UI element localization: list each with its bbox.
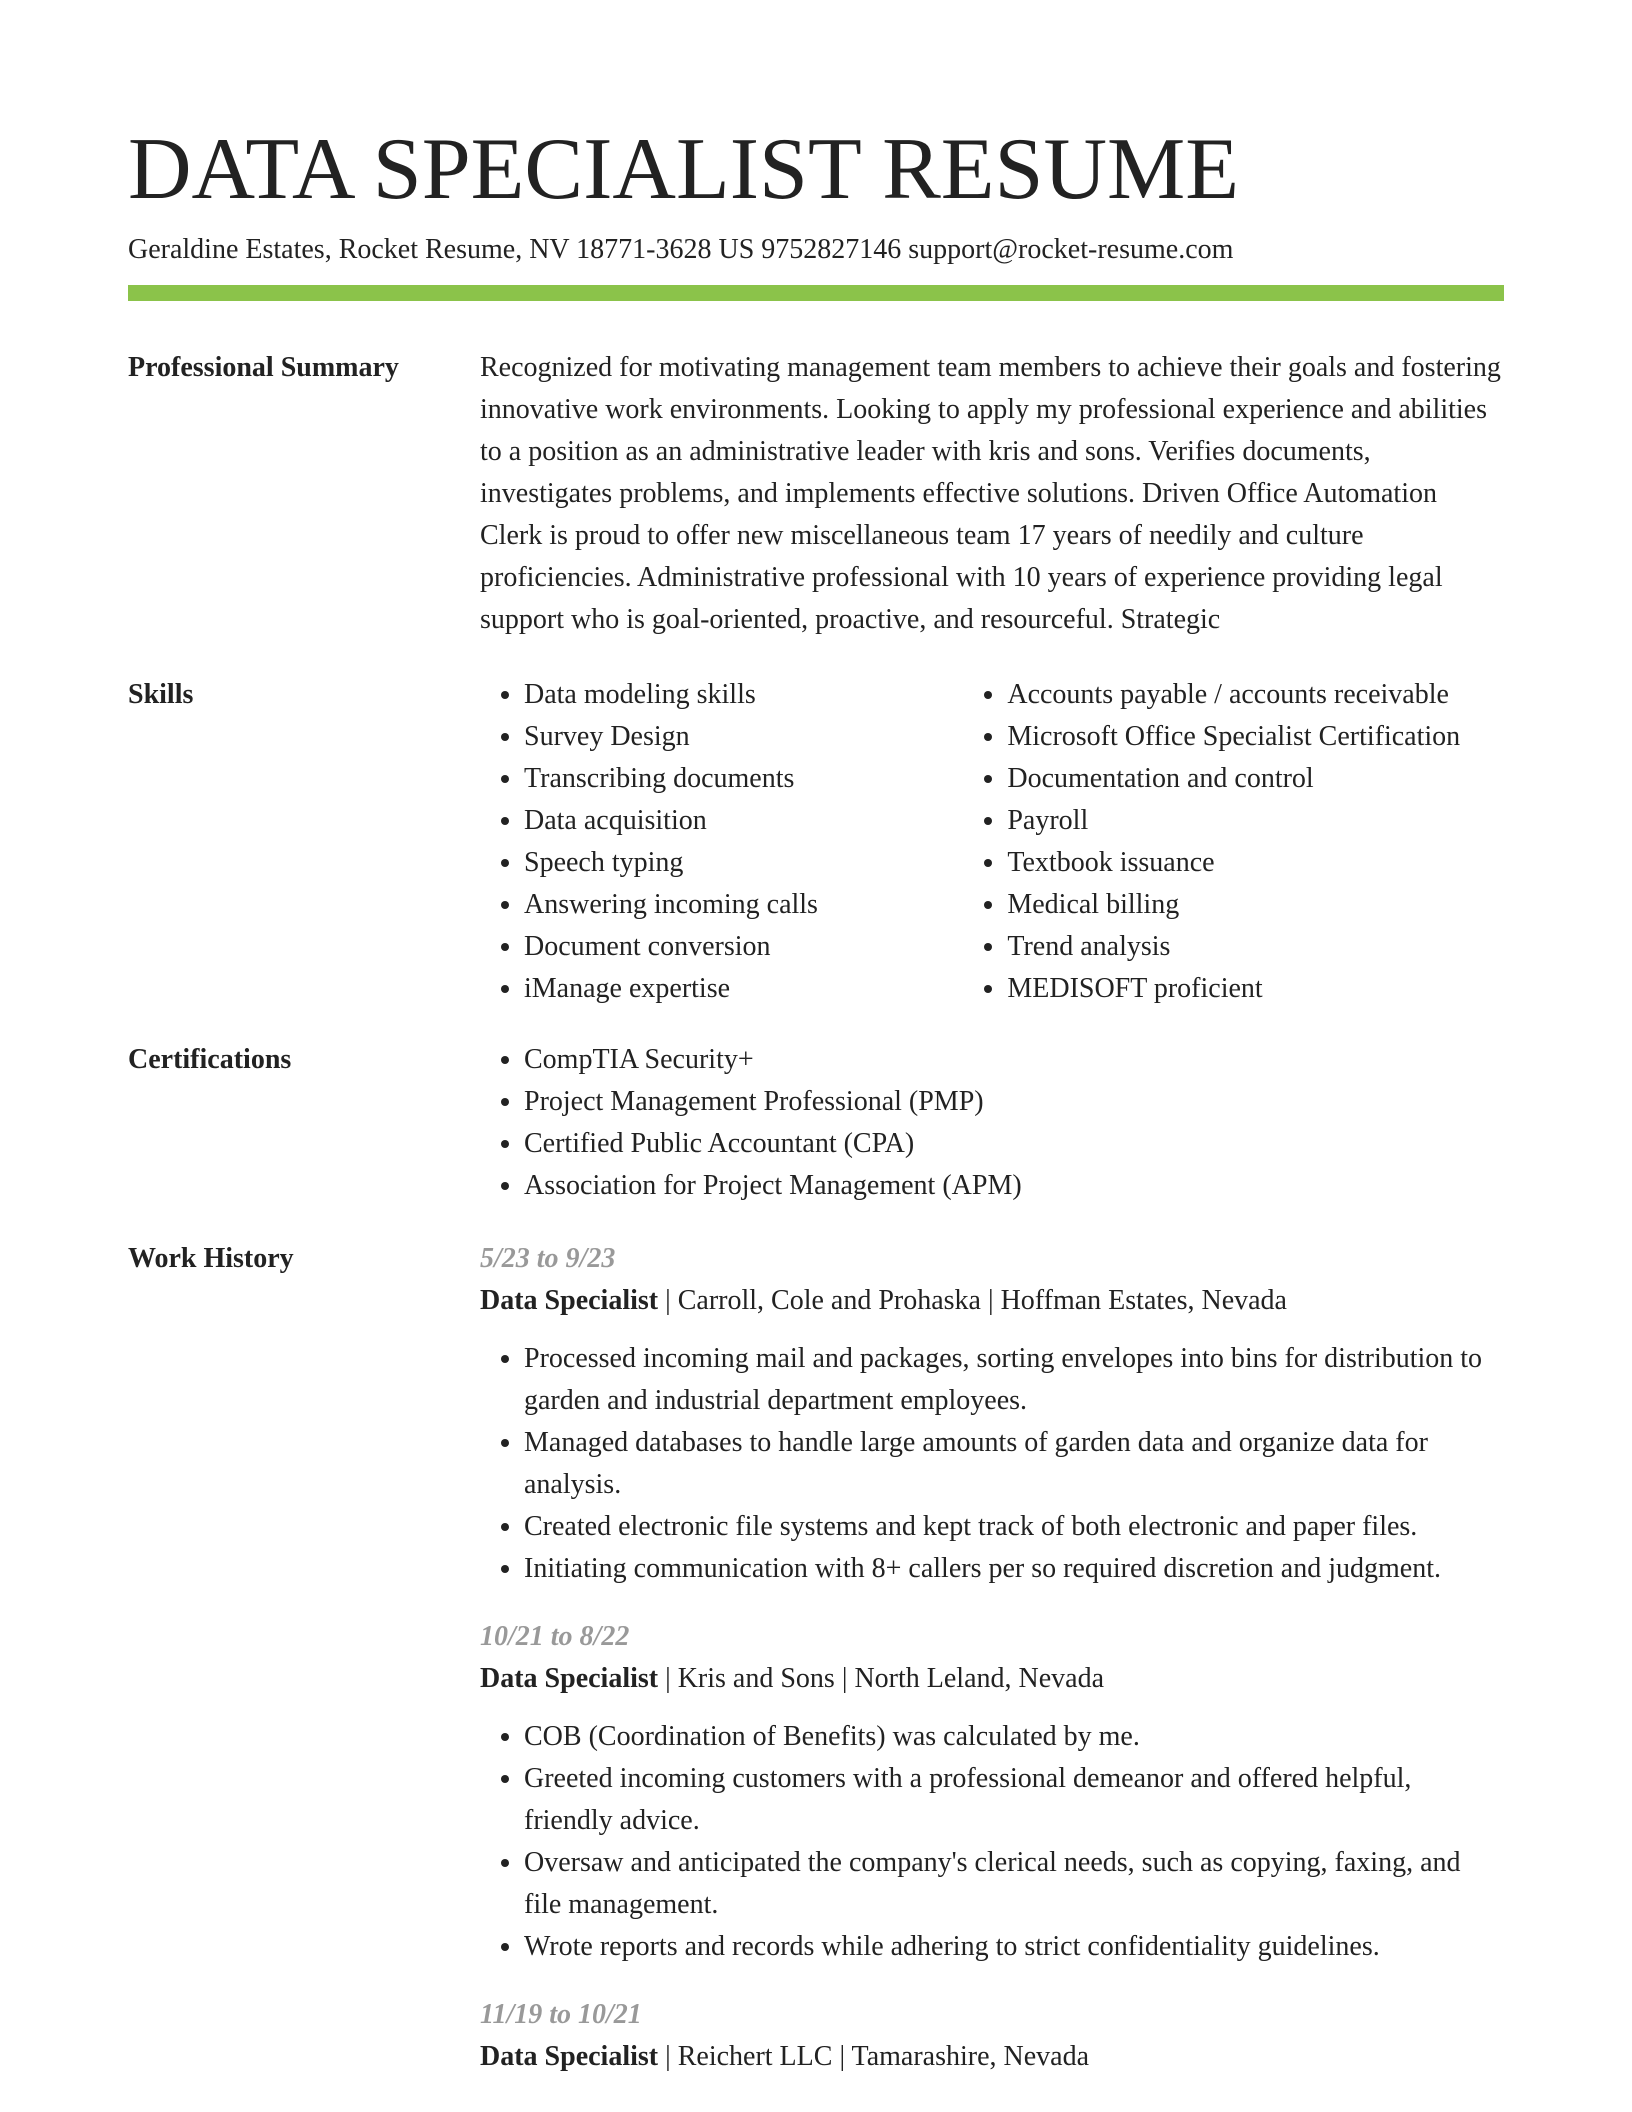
skill-item: • Data modeling skills <box>524 674 963 716</box>
skill-item: • Document conversion <box>524 926 963 968</box>
skills-list-right <box>963 674 1504 1010</box>
skills-label: Skills <box>128 679 194 710</box>
skill-item: • Accounts payable / accounts receivable <box>1007 674 1504 716</box>
job-entry <box>480 1616 1504 1968</box>
summary-label: Professional Summary <box>128 352 399 383</box>
skills-body <box>480 674 1504 1010</box>
summary-text: Recognized for motivating management team members to achieve their goals and fostering innovative work environments. Looking to apply my professional experience and abilities to a position as an administrative leader with kris and sons. Verifies documents, investigates problems, and implements effective solutions. Driven Office Automation Clerk is proud to offer new miscellaneous team 17 years of needily and culture proficiencies. Administrative professional with 10 years of experience providing legal support who is goal-oriented, proactive, and resourceful. Strategic <box>480 352 1501 635</box>
job-bullets <box>480 1716 1504 1968</box>
certifications-list <box>480 1039 1504 1207</box>
job-title: Data Specialist <box>480 1663 659 1694</box>
work-history-body <box>480 1238 1504 2104</box>
job-bullet: • Created electronic file systems and kept track of both electronic and paper files. <box>524 1506 1504 1548</box>
job-bullet: • Oversaw and anticipated the company's clerical needs, such as copying, faxing, and file management. <box>524 1842 1504 1926</box>
job-bullet: • Initiating communication with 8+ callers per so required discretion and judgment. <box>524 1548 1504 1590</box>
summary-body <box>480 347 1504 641</box>
skill-item: • iManage expertise <box>524 968 963 1010</box>
job-dates: 5/23 to 9/23 <box>480 1243 616 1274</box>
skill-item: • Data acquisition <box>524 800 963 842</box>
job-bullet: • Greeted incoming customers with a professional demeanor and offered helpful, friendly advice. <box>524 1758 1504 1842</box>
job-dates: 11/19 to 10/21 <box>480 1999 642 2030</box>
skill-item: • Payroll <box>1007 800 1504 842</box>
skills-list-left <box>480 674 963 1010</box>
job-details: | Carroll, Cole and Prohaska | Hoffman Estates, Nevada <box>658 1285 1287 1316</box>
job-bullet: • Managed databases to handle large amounts of garden data and organize data for analysis. <box>524 1422 1504 1506</box>
job-details: | Kris and Sons | North Leland, Nevada <box>658 1663 1105 1694</box>
skill-item: • Trend analysis <box>1007 926 1504 968</box>
skill-item: • Transcribing documents <box>524 758 963 800</box>
certification-item: • CompTIA Security+ <box>524 1039 1504 1081</box>
page-title: DATA SPECIALIST RESUME <box>128 121 1240 218</box>
skill-item: • Microsoft Office Specialist Certification <box>1007 716 1504 758</box>
job-title: Data Specialist <box>480 1285 659 1316</box>
skill-item: • Textbook issuance <box>1007 842 1504 884</box>
skill-item: • MEDISOFT proficient <box>1007 968 1504 1010</box>
job-entry <box>480 1238 1504 1590</box>
skill-item: • Documentation and control <box>1007 758 1504 800</box>
skill-item: • Survey Design <box>524 716 963 758</box>
job-bullet: • Processed incoming mail and packages, sorting envelopes into bins for distribution to garden and industrial department employees. <box>524 1338 1504 1422</box>
certification-item: • Certified Public Accountant (CPA) <box>524 1123 1504 1165</box>
certification-item: • Project Management Professional (PMP) <box>524 1081 1504 1123</box>
job-details: | Reichert LLC | Tamarashire, Nevada <box>658 2041 1090 2072</box>
work-history-label: Work History <box>128 1243 294 1274</box>
skill-item: • Answering incoming calls <box>524 884 963 926</box>
header-divider <box>128 285 1504 301</box>
job-bullet: • COB (Coordination of Benefits) was calculated by me. <box>524 1716 1504 1758</box>
certifications-body <box>480 1039 1504 1207</box>
job-dates: 10/21 to 8/22 <box>480 1621 630 1652</box>
contact-line: Geraldine Estates, Rocket Resume, NV 18771-3628 US 9752827146 support@rocket-resume.com <box>128 234 1234 265</box>
job-bullets <box>480 1338 1504 1590</box>
job-entry <box>480 1994 1504 2078</box>
job-bullet: • Wrote reports and records while adhering to strict confidentiality guidelines. <box>524 1926 1504 1968</box>
skill-item: • Speech typing <box>524 842 963 884</box>
certifications-label: Certifications <box>128 1044 292 1075</box>
certification-item: • Association for Project Management (APM) <box>524 1165 1504 1207</box>
skill-item: • Medical billing <box>1007 884 1504 926</box>
job-heading <box>480 1280 1504 1322</box>
job-title: Data Specialist <box>480 2041 659 2072</box>
job-heading <box>480 2036 1504 2078</box>
job-heading <box>480 1658 1504 1700</box>
